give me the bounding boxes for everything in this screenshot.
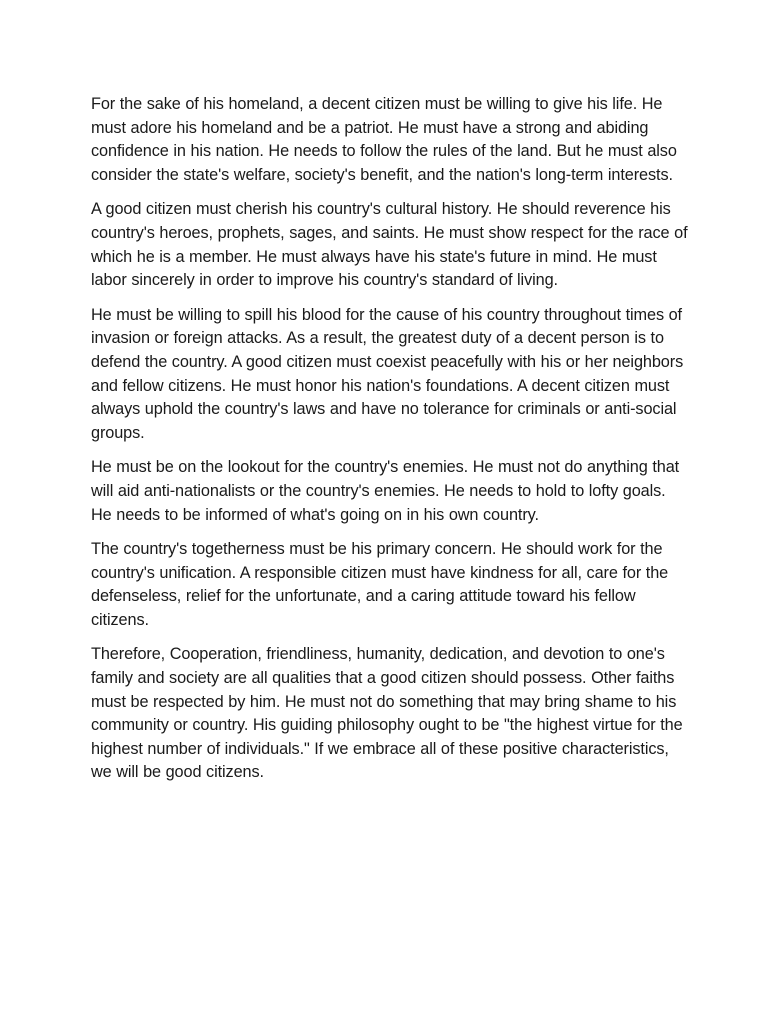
- paragraph-5: The country's togetherness must be his primary concern. He should work for the country's unification. A responsible citizen must have kindness for all, care for the defenseless, relief for the unfortunate, and a caring attitude toward his fellow citizens.: [91, 540, 669, 629]
- paragraph-1: For the sake of his homeland, a decent citizen must be willing to give his life. He must adore his homeland and be a patriot. He must have a strong and abiding confidence in his nation. He needs to follow the rules of the land. But he must also consider the state's welfare, society's benefit, and the nation's long-term interests.: [91, 95, 677, 184]
- paragraph-4: He must be on the lookout for the country's enemies. He must not do anything that will aid anti-nationalists or the country's enemies. He needs to hold to lofty goals. He needs to be informed of what's going on in his own country.: [91, 458, 680, 524]
- paragraph-2: A good citizen must cherish his country's cultural history. He should reverence his country's heroes, prophets, sages, and saints. He must show respect for the race of which he is a member. He must always have his state's future in mind. He must labor sincerely in order to improve his country's standard of living.: [91, 200, 688, 290]
- paragraph-6: Therefore, Cooperation, friendliness, humanity, dedication, and devotion to one's family and society are all qualities that a good citizen should possess. Other faiths must be respected by him. He must not do something that may bring shame to his community or country. His guiding philosophy ought to be "the highest virtue for the highest number of individuals." If we embrace all of these positive characteristics, we will be good citizens.: [91, 645, 683, 782]
- paragraph-3: He must be willing to spill his blood for the cause of his country throughout times of invasion or foreign attacks. As a result, the greatest duty of a decent person is to defend the country. A good citizen must coexist peacefully with his or her neighbors and fellow citizens. He must honor his nation's foundations. A decent citizen must always uphold the country's laws and have no tolerance for criminals or anti-social groups.: [91, 305, 684, 442]
